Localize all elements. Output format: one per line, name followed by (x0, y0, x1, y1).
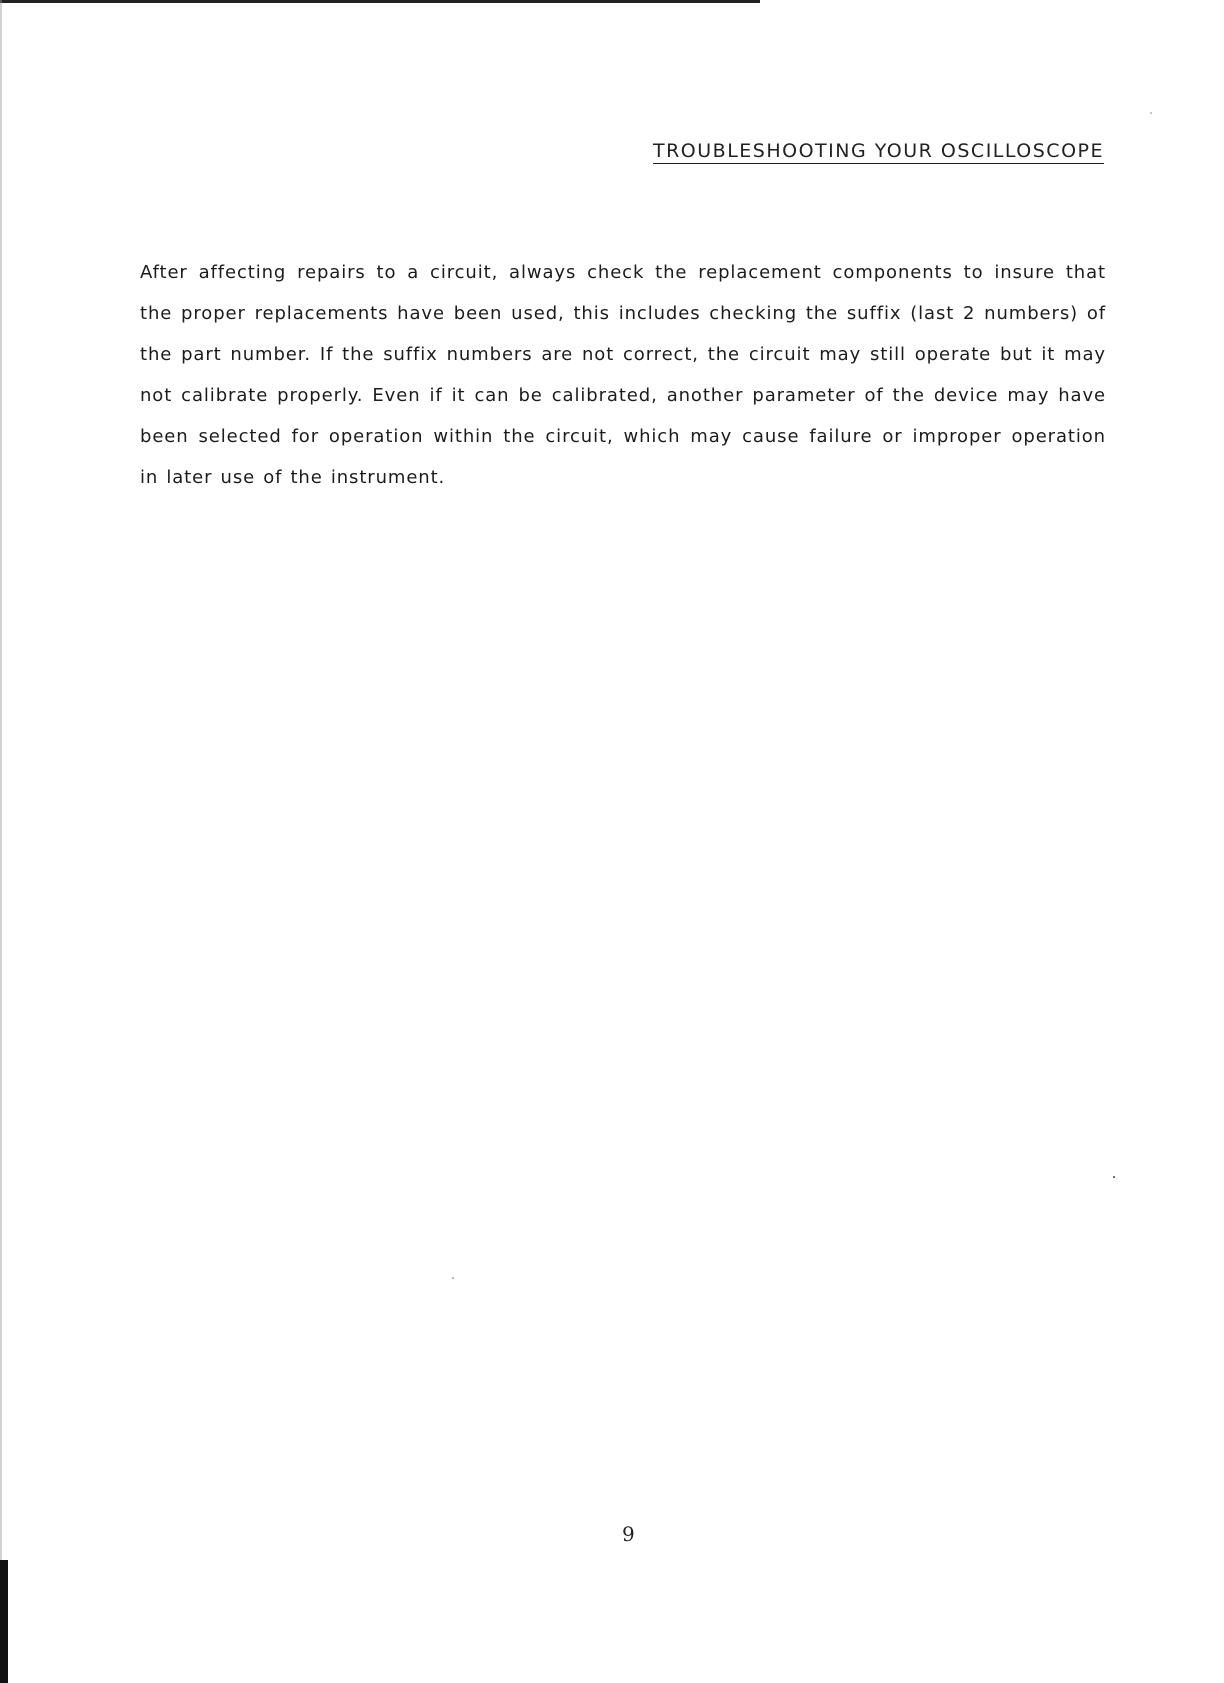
running-header: TROUBLESHOOTING YOUR OSCILLOSCOPE (653, 140, 1104, 162)
top-scan-edge (0, 0, 760, 3)
page-number: 9 (622, 1522, 635, 1546)
scan-speck (1113, 1176, 1115, 1178)
left-scan-edge (0, 0, 2, 1683)
body-paragraph: After affecting repairs to a circuit, always check the replacement components to insure that the proper replacements have been used, this includes checking the suffix (last 2 numbers) of the part number. If the suffix numbers are not correct, the circuit may still operate but it may not calibrate properly. Even if it can be calibrated, another parameter of the device may have been selected for operation within the circuit, which may cause failure or improper operation in later use of the instrument. (140, 262, 1106, 488)
left-scan-shadow (0, 1560, 8, 1683)
scan-speck (452, 1277, 454, 1279)
scan-speck (1150, 112, 1152, 114)
